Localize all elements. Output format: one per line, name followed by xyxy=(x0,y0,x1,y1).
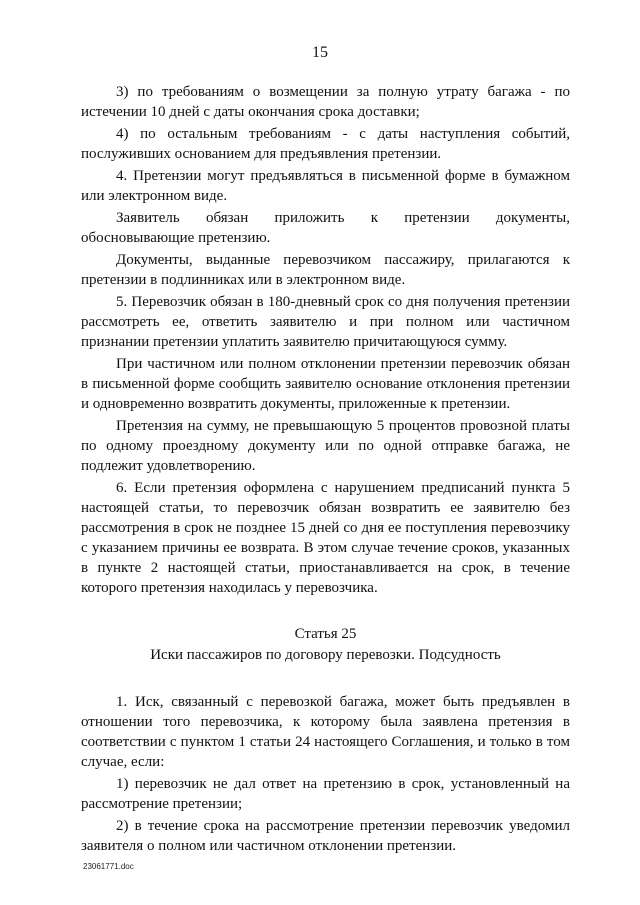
paragraph: Претензия на сумму, не превышающую 5 процентов провозной платы по одному проездному документу или по одной отправке багажа, не подлежит удовлетворению. xyxy=(81,418,570,474)
paragraph: 1. Иск, связанный с перевозкой багажа, может быть предъявлен в отношении того перевозчика, к которому была заявлена претензия в соответствии с пунктом 1 статьи 24 настоящего Соглашения, и только в том случае, если: xyxy=(81,694,570,770)
article-number: Статья 25 xyxy=(294,626,357,642)
document-body xyxy=(81,82,570,858)
footer-file-name: 23061771.doc xyxy=(83,862,134,871)
paragraph: 2) в течение срока на рассмотрение претензии перевозчик уведомил заявителя о полном или частичном отклонении претензии. xyxy=(81,818,570,854)
article-heading xyxy=(81,624,570,666)
paragraph: 4) по остальным требованиям - с даты наступления событий, послуживших основанием для предъявления претензии. xyxy=(81,126,570,162)
paragraph: 4. Претензии могут предъявляться в письменной форме в бумажном или электронном виде. xyxy=(81,168,570,204)
paragraph: При частичном или полном отклонении претензии перевозчик обязан в письменной форме сообщить заявителю основание отклонения претензии и одновременно возвратить документы, приложенные к претензии. xyxy=(81,356,570,412)
paragraph: Заявитель обязан приложить к претензии документы, обосновывающие претензию. xyxy=(81,210,570,246)
paragraph: 6. Если претензия оформлена с нарушением предписаний пункта 5 настоящей статьи, то перевозчик обязан возвратить ее заявителю без рассмотрения в срок не позднее 15 дней со дня ее поступления перевозчику с указанием причины ее возврата. В этом случае течение сроков, указанных в пункте 2 настоящей статьи, приостанавливается на срок, в течение которого претензия находилась у перевозчика. xyxy=(81,480,570,596)
paragraph: Документы, выданные перевозчиком пассажиру, прилагаются к претензии в подлинниках или в электронном виде. xyxy=(81,252,570,288)
paragraph: 5. Перевозчик обязан в 180-дневный срок со дня получения претензии рассмотреть ее, ответить заявителю и при полном или частичном признании претензии уплатить заявителю причитающуюся сумму. xyxy=(81,294,570,350)
page-number: 15 xyxy=(312,44,328,61)
paragraph: 3) по требованиям о возмещении за полную утрату багажа - по истечении 10 дней с даты окончания срока доставки; xyxy=(81,84,570,120)
paragraph: 1) перевозчик не дал ответ на претензию в срок, установленный на рассмотрение претензии; xyxy=(81,776,570,812)
article-title: Иски пассажиров по договору перевозки. Подсудность xyxy=(150,647,501,663)
